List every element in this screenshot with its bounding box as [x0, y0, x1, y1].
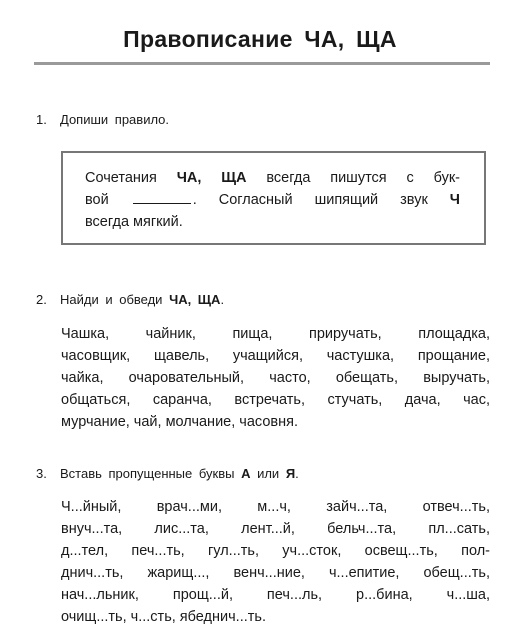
title-divider: [34, 62, 490, 65]
task-number: 3.: [36, 466, 47, 481]
rule-box: [61, 151, 486, 245]
task-text: .: [295, 466, 299, 481]
word-line: нач...льник, прощ...й, печ...ль, р...бина, ч...ша,: [61, 587, 490, 603]
word-line: Ч...йный, врач...ми, м...ч, зайч...та, отвеч...ть,: [61, 499, 490, 515]
task-bold-text: ЧА, ЩА: [169, 292, 221, 307]
word-line: чайка, очаровательный, часто, обещать, выручать,: [61, 370, 490, 386]
word-line: Чашка, чайник, пища, приручать, площадка,: [61, 326, 490, 342]
word-line: внуч...та, лис...та, лент...й, бельч...та, пл...сать,: [61, 521, 490, 537]
word-line: очищ...ть, ч...сть, ябеднич...ть.: [61, 609, 266, 625]
rule-line-3: всегда мягкий.: [85, 214, 183, 230]
rule-text: . Согласный шипящий звук: [192, 192, 450, 208]
rule-bold-text: Ч: [449, 192, 460, 208]
word-line: днич...ть, жарищ..., венч...ние, ч...епитие, обещ...ть,: [61, 565, 490, 581]
task-text: или: [250, 466, 286, 481]
word-list-task-3: [61, 496, 490, 628]
word-line: д...тел, печ...ть, гул...ть, уч...сток, освещ...ть, пол-: [61, 543, 490, 559]
rule-line-1: [85, 167, 460, 189]
task-3-instruction: [36, 466, 299, 481]
word-line: часовщик, щавель, учащийся, частушка, прощание,: [61, 348, 490, 364]
task-bold-text: А: [241, 466, 251, 481]
task-number: 1.: [36, 112, 47, 127]
task-2-instruction: [36, 292, 224, 307]
task-text: Вставь пропущенные буквы: [60, 466, 242, 481]
task-text: .: [220, 292, 225, 307]
rule-text: Сочетания: [85, 170, 177, 186]
word-line: мурчание, чай, молчание, часовня.: [61, 414, 298, 430]
word-list-task-2: [61, 323, 490, 433]
task-bold-text: Я: [285, 466, 296, 481]
rule-bold-text: ЧА, ЩА: [176, 170, 247, 186]
fill-in-blank[interactable]: [133, 191, 191, 204]
task-text: Допиши правило.: [60, 112, 170, 127]
word-line: общаться, саранча, встречать, стучать, дача, час,: [61, 392, 490, 408]
rule-line-2: [85, 189, 460, 211]
page-title: Правописание ЧА, ЩА: [123, 26, 397, 52]
rule-text: вой: [85, 192, 109, 208]
task-text: Найди и обведи: [60, 292, 170, 307]
rule-text: всегда пишутся с бук-: [246, 170, 461, 186]
task-number: 2.: [36, 292, 47, 307]
task-1-instruction: [36, 112, 169, 127]
